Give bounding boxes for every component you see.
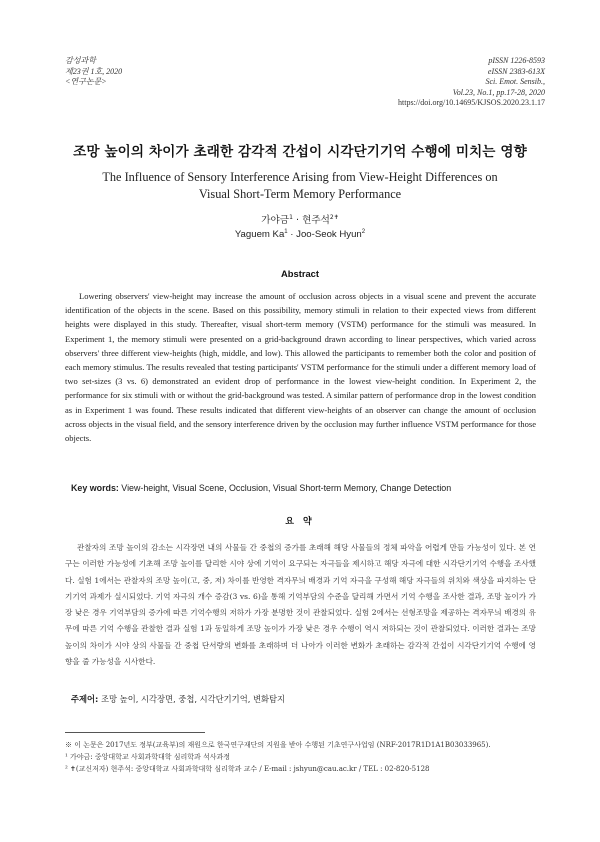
author-separator-ko: ·: [292, 215, 303, 226]
pissn: pISSN 1226-8593: [488, 56, 545, 65]
footnotes: [65, 740, 545, 775]
doi-link[interactable]: https://doi.org/10.14695/KJSOS.2020.23.1.17: [398, 98, 545, 107]
abstract-heading: Abstract: [280, 268, 320, 279]
footnote-funding: ※ 이 논문은 2017년도 정부(교육부)의 재원으로 한국연구재단의 지원을 받아 수행된 기초연구사업임 (NRF-2017R1D1A1B03033965).: [65, 741, 491, 749]
title-english: [80, 169, 520, 202]
journal-name-ko: 감성과학: [65, 56, 96, 65]
journal-volume-en: Vol.23, No.1, pp.17-28, 2020: [452, 87, 545, 97]
title-english-line1: The Influence of Sensory Interference Arising from View-Height Differences on: [102, 170, 498, 184]
title-korean: 조망 높이의 차이가 초래한 감각적 간섭이 시각단기기억 수행에 미치는 영향: [73, 144, 527, 160]
eissn: eISSN 2383-613X: [487, 66, 545, 76]
journal-name-en: Sci. Emot. Sensib.,: [485, 77, 545, 86]
author2-en-affil: 2: [361, 228, 366, 235]
footnote-author2: ² ✝(교신저자) 현주석: 중앙대학교 사회과학대학 심리학과 교수 / E-mail : jshyun@cau.ac.kr / TEL : 02-820-5128: [65, 764, 430, 773]
keywords-korean: [71, 693, 285, 705]
keywords-korean-list: 조망 높이, 시각장면, 중첩, 시각단기기억, 변화탐지: [98, 694, 286, 704]
keywords-english: [71, 483, 451, 493]
journal-header-right: [398, 56, 545, 109]
keywords-label: Key words:: [71, 483, 119, 493]
korean-abstract-heading: 요 약: [285, 517, 315, 527]
journal-volume-ko: 제23권 1호, 2020: [65, 66, 123, 76]
author-separator-en: ·: [287, 229, 297, 240]
author1-ko: 가야금: [261, 215, 290, 226]
keywords-list: View-height, Visual Scene, Occlusion, Visual Short-term Memory, Change Detection: [118, 483, 452, 493]
korean-abstract-body: 관찰자의 조망 높이의 감소는 시각장면 내의 사물들 간 중첩의 증가를 초래해 해당 사물들의 정체 파악을 어렵게 만들 가능성이 있다. 본 연구는 이러한 가능성에 기초해 조망 높이를 달리한 시야 상에 기억이 요구되는 자극들을 제시하고 해당 자극에 대한 시각단기기억 수행을 조사했다. 실험 1에서는 관찰자의 조망 높이(고, 중, 저) 차이를 반영한 격자무늬 배경과 기억 자극을 구성해 해당 자극들의 위치와 색상을 파지하는 단기기억 과제가 실시되었다. 기억 자극의 개수 증감(3 vs. 6)을 통해 기억부담의 수준을 달리해 가면서 기억 수행을 조사한 결과, 조망 높이가 가장 낮은 경우 기억부담의 증가에 따른 기억수행의 저하가 가장 분명한 것이 관찰되었다. 실험 2에서는 선형조망을 제공하는 격자무늬 배경의 유무에 따른 기억 수행을 관찰한 결과 실험 1과 동일하게 조망 높이가 가장 낮은 경우 수행이 역시 저하되는 것이 관찰되었다. 이러한 결과는 조망 높이의 차이가 시야 상의 사물들 간 중첩 단서량의 변화를 초래하며 더 나아가 이러한 변화가 초래하는 감각적 간섭이 시각단기기억 수행에 영향을 줄 가능성을 시사한다.: [65, 543, 536, 667]
author1-en: Yaguem Ka: [234, 229, 285, 240]
keywords-korean-label: 주제어:: [71, 694, 99, 704]
footnote-author1: ¹ 가야금: 중앙대학교 사회과학대학 심리학과 석사과정: [65, 752, 231, 761]
footnote-divider: [65, 732, 205, 733]
journal-header-left: [65, 56, 122, 88]
abstract-body: Lowering observers' view-height may increase the amount of occlusion across objects in a visual scene and prevent the accurate identification of the objects in the scene. Based on this possibility, memory stimuli in relation to their expected views from different heights were displayed in this study. Thereafter, visual short-term memory (VSTM) performance for the stimuli was measured. In Experiment 1, the memory stimuli were presented on a grid-background drawn according to linear perspectives, which varied across observers' three different view-heights (high, middle, and low). This allowed the participants to remember both the color and position of each memory stimulus. The results revealed that testing participants' VSTM performance for the stimuli under a different memory load of two set-sizes (3 vs. 6) demonstrated an evident drop of performance in the lowest view-height condition. In Experiment 2, the performance for six stimuli with or without the grid-background was tested. A similar pattern of performance drop in the lowest condition as in Experiment 1 was found. These results indicated that different view-heights of an observer can change the amount of occlusion across objects in the visual field, and the sensory interference driven by the occlusion may further influence VSTM performance for those objects.: [65, 291, 536, 444]
author2-en: Joo-Seok Hyun: [296, 229, 362, 240]
author1-ko-affil: 1: [289, 213, 293, 221]
authors-english: [0, 229, 600, 240]
title-english-line2: Visual Short-Term Memory Performance: [198, 186, 402, 201]
article-type: <연구논문>: [65, 77, 107, 86]
authors-korean: [0, 212, 600, 226]
author2-ko-affil: 2✝: [329, 213, 339, 221]
author1-en-affil: 1: [284, 228, 288, 235]
author2-ko: 현주석: [302, 215, 330, 226]
